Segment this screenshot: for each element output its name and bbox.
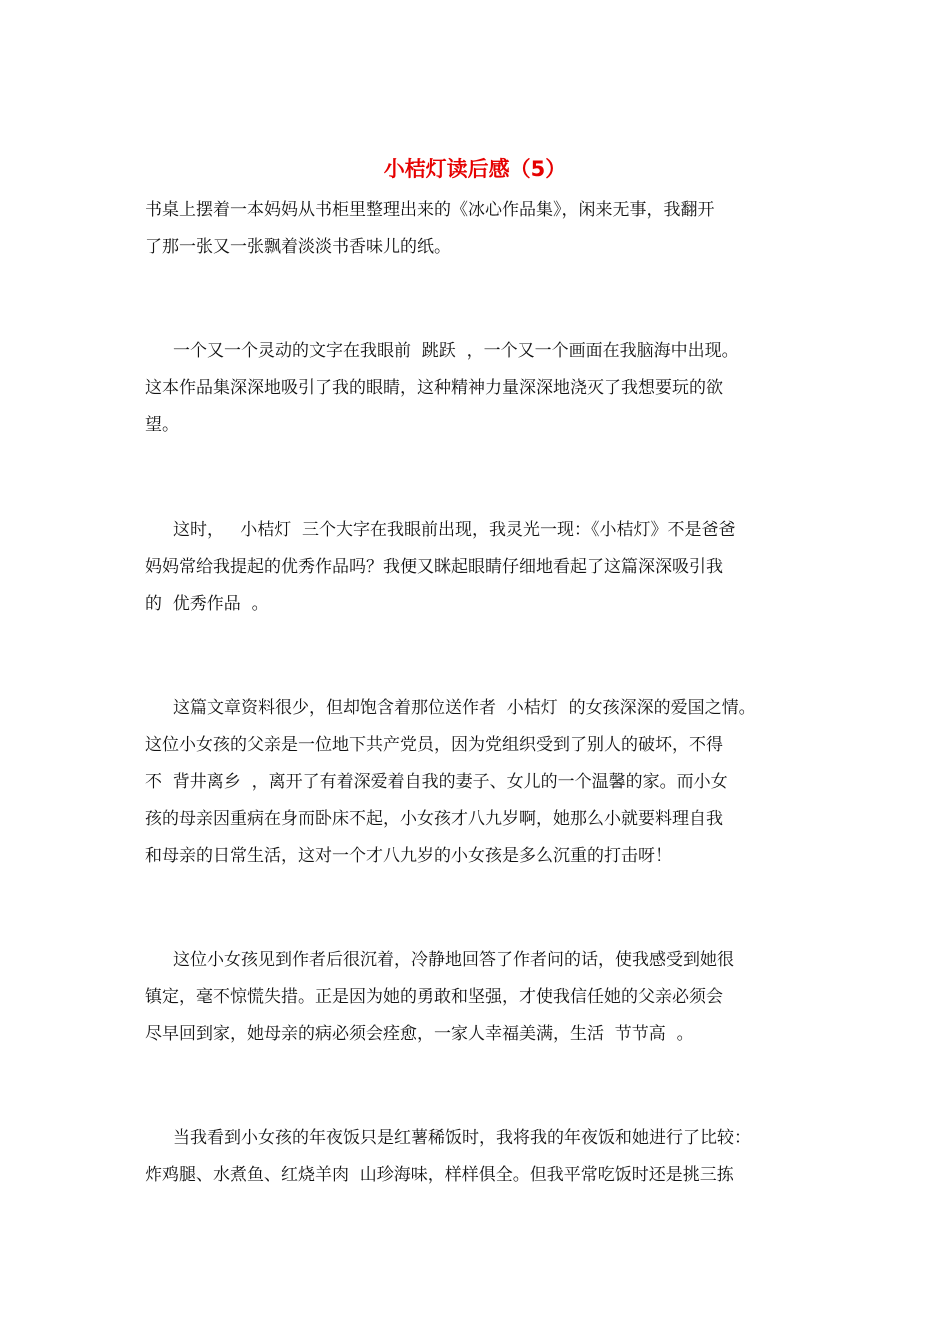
paragraph-3-line-2: 妈妈常给我提起的优秀作品吗？我便又眯起眼睛仔细地看起了这篇深深吸引我 [145, 557, 723, 577]
paragraph-3-line-1: 这时， 小桔灯 三个大字在我眼前出现，我灵光一现：《小桔灯》不是爸爸 [173, 520, 736, 540]
paragraph-4-line-3: 不 背井离乡 ，离开了有着深爱着自我的妻子、女儿的一个温馨的家。而小女 [145, 772, 728, 792]
paragraph-1-line-2: 了那一张又一张飘着淡淡书香味儿的纸。 [145, 237, 451, 257]
paragraph-2-line-2: 这本作品集深深地吸引了我的眼睛，这种精神力量深深地浇灭了我想要玩的欲 [145, 378, 723, 398]
paragraph-5-line-2: 镇定，毫不惊慌失措。正是因为她的勇敢和坚强，才使我信任她的父亲必须会 [145, 987, 723, 1007]
paragraph-2-line-3: 望。 [145, 415, 179, 435]
paragraph-5-line-3: 尽早回到家，她母亲的病必须会痊愈，一家人幸福美满，生活 节节高 。 [145, 1024, 694, 1044]
paragraph-4-line-4: 孩的母亲因重病在身而卧床不起，小女孩才八九岁啊，她那么小就要料理自我 [145, 809, 723, 829]
paragraph-6-line-1: 当我看到小女孩的年夜饭只是红薯稀饭时，我将我的年夜饭和她进行了比较： [173, 1128, 751, 1148]
paragraph-4-line-5: 和母亲的日常生活，这对一个才八九岁的小女孩是多么沉重的打击呀！ [145, 846, 672, 866]
paragraph-4-line-2: 这位小女孩的父亲是一位地下共产党员，因为党组织受到了别人的破坏，不得 [145, 735, 723, 755]
paragraph-5-line-1: 这位小女孩见到作者后很沉着，冷静地回答了作者问的话，使我感受到她很 [173, 950, 734, 970]
paragraph-2-line-1: 一个又一个灵动的文字在我眼前 跳跃 ，一个又一个画面在我脑海中出现。 [173, 341, 739, 361]
document-title: 小桔灯读后感（5） [383, 157, 567, 181]
paragraph-6-line-2: 炸鸡腿、水煮鱼、红烧羊肉 山珍海味，样样俱全。但我平常吃饭时还是挑三拣 [145, 1165, 734, 1185]
paragraph-1-line-1: 书桌上摆着一本妈妈从书柜里整理出来的《冰心作品集》，闲来无事，我翻开 [145, 200, 715, 220]
paragraph-3-line-3: 的 优秀作品 。 [145, 594, 269, 614]
paragraph-4-line-1: 这篇文章资料很少，但却饱含着那位送作者 小桔灯 的女孩深深的爱国之情。 [173, 698, 756, 718]
